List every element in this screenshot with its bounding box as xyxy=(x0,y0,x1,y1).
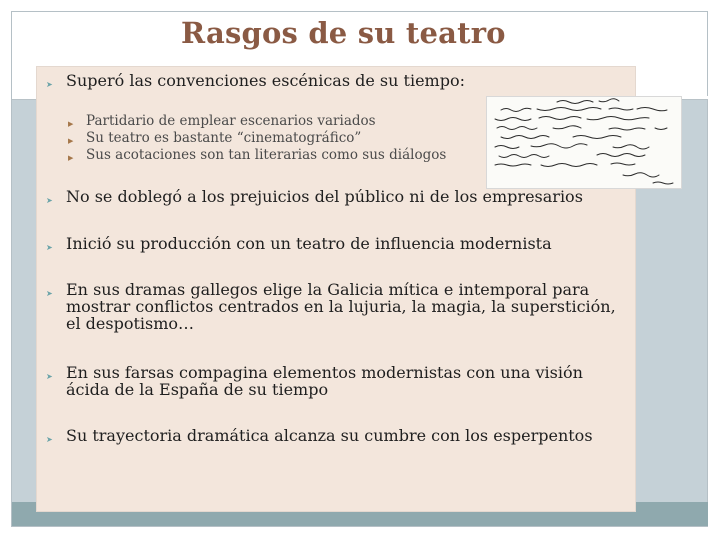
bullet-text-line-3: el despotismo… xyxy=(66,314,195,333)
teal-arrow-bullet-icon: ➤ xyxy=(46,435,53,444)
bullet-item-2 xyxy=(46,188,583,205)
sub-bullet-item-3 xyxy=(68,148,446,163)
slide-title: Rasgos de su teatro xyxy=(181,16,506,50)
teal-arrow-bullet-icon: ➤ xyxy=(46,289,53,298)
triangle-bullet-icon: ▶ xyxy=(68,120,74,128)
teal-arrow-bullet-icon: ➤ xyxy=(46,372,53,381)
bullet-text-line-2: mostrar conflictos centrados en la lujuria, la magia, la superstición, xyxy=(66,297,616,316)
bullet-text: No se doblegó a los prejuicios del público ni de los empresarios xyxy=(66,187,583,206)
triangle-bullet-icon: ▶ xyxy=(68,137,74,145)
bullet-text-line-2: ácida de la España de su tiempo xyxy=(66,380,329,399)
teal-arrow-bullet-icon: ➤ xyxy=(46,243,53,252)
bullet-text-line-1: En sus farsas compagina elementos modernistas con una visión xyxy=(66,363,583,382)
handwritten-manuscript-image xyxy=(486,96,682,189)
teal-arrow-bullet-icon: ➤ xyxy=(46,196,53,205)
bullet-text: Superó las convenciones escénicas de su tiempo: xyxy=(66,71,465,90)
sub-bullet-item-1 xyxy=(68,114,376,129)
teal-arrow-bullet-icon: ➤ xyxy=(46,80,53,89)
bullet-item-3 xyxy=(46,235,552,252)
triangle-bullet-icon: ▶ xyxy=(68,154,74,162)
bullet-item-5 xyxy=(46,364,583,398)
sub-bullet-text: Su teatro es bastante “cinematográfico” xyxy=(86,130,362,146)
bullet-text: Su trayectoria dramática alcanza su cumbre con los esperpentos xyxy=(66,426,593,445)
bullet-text: Inició su producción con un teatro de influencia modernista xyxy=(66,234,552,253)
sub-bullet-item-2 xyxy=(68,131,361,146)
manuscript-scribble-icon xyxy=(487,97,681,188)
bullet-text-line-1: En sus dramas gallegos elige la Galicia mítica e intemporal para xyxy=(66,280,590,299)
sub-bullet-text: Partidario de emplear escenarios variados xyxy=(86,113,376,129)
bullet-item-1 xyxy=(46,72,465,89)
sub-bullet-text: Sus acotaciones son tan literarias como sus diálogos xyxy=(86,147,447,163)
bullet-item-4 xyxy=(46,281,616,332)
bullet-item-6 xyxy=(46,427,593,444)
